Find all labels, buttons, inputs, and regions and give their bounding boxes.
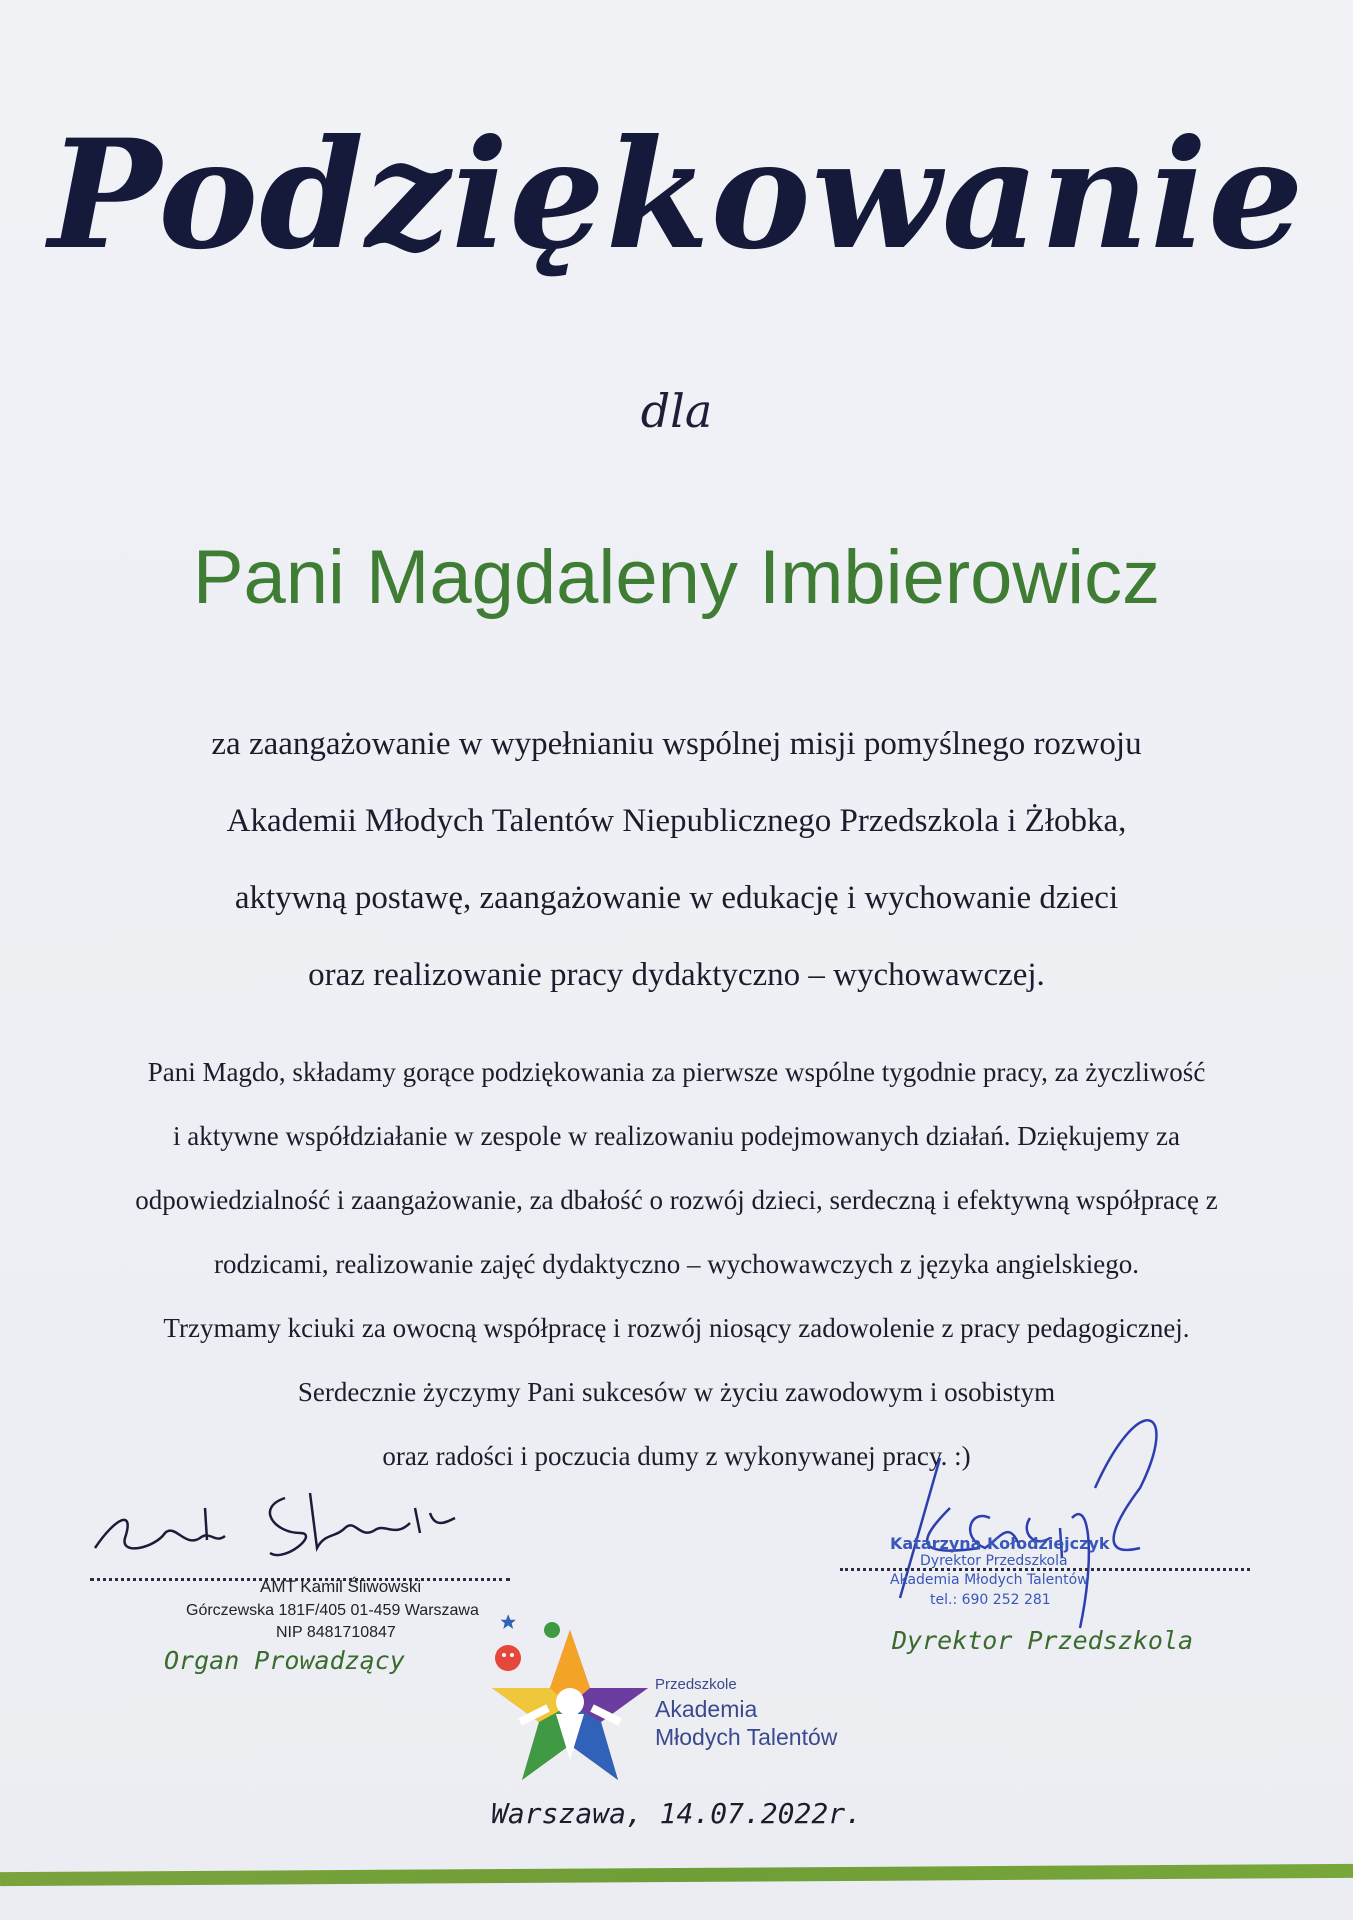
- right-stamp-org: Akademia Młodych Talentów: [890, 1572, 1089, 1588]
- message-line: odpowiedzialność i zaangażowanie, za dbałość o rozwój dzieci, serdeczną i efektywną współpracę z: [135, 1185, 1218, 1215]
- right-handwritten-signature: [840, 1398, 1270, 1638]
- left-stamp-nip: NIP 8481710847: [276, 1624, 396, 1641]
- left-signatory-role: Organ Prowadzący: [164, 1646, 405, 1675]
- left-stamp-address: Górczewska 181F/405 01-459 Warszawa: [186, 1602, 479, 1619]
- left-stamp-name: AMT Kamil Śliwowski: [260, 1577, 422, 1596]
- reason-line: aktywną postawę, zaangażowanie w edukację i wychowanie dzieci: [234, 880, 1119, 916]
- reason-line: Akademii Młodych Talentów Niepublicznego Przedszkola i Żłobka,: [226, 803, 1127, 839]
- logo-line-1: Przedszkole: [655, 1676, 737, 1693]
- right-signatory-role: Dyrektor Przedszkola: [892, 1626, 1194, 1655]
- message-line: Trzymamy kciuki za owocną współpracę i rozwój niosący zadowolenie z pracy pedagogicznej.: [163, 1313, 1190, 1343]
- right-signature-block: [840, 1398, 1270, 1678]
- right-stamp-title: Dyrektor Przedszkola: [920, 1553, 1068, 1569]
- reason-paragraph: [80, 718, 1273, 1026]
- message-line: rodzicami, realizowanie zajęć dydaktyczno – wychowawczych z języka angielskiego.: [213, 1249, 1140, 1279]
- right-stamp-name: Katarzyna Kołodziejczyk: [890, 1534, 1110, 1553]
- reason-line: oraz realizowanie pracy dydaktyczno – wychowawczej.: [308, 957, 1045, 993]
- message-line: Serdecznie życzymy Pani sukcesów w życiu zawodowym i osobistym: [297, 1377, 1056, 1407]
- message-line: oraz radości i poczucia dumy z wykonywanej pracy. :): [382, 1441, 971, 1471]
- preschool-logo: [490, 1610, 890, 1790]
- recipient-name: Pani Magdaleny Imbierowicz: [192, 535, 1161, 620]
- logo-line-3: Młodych Talentów: [655, 1724, 838, 1750]
- left-handwritten-signature: [85, 1478, 465, 1568]
- message-line: i aktywne współdziałanie w zespole w realizowaniu podejmowanych działań. Dziękujemy za: [173, 1121, 1180, 1151]
- left-signature-block: [80, 1478, 550, 1698]
- reason-line: za zaangażowanie w wypełnianiu wspólnej misji pomyślnego rozwoju: [211, 726, 1142, 762]
- place-and-date: Warszawa, 14.07.2022r.: [491, 1797, 862, 1830]
- for-word: dla: [640, 384, 713, 438]
- certificate-title: Podziękowanie: [48, 107, 1305, 283]
- message-line: Pani Magdo, składamy gorące podziękowania za pierwsze wspólne tygodnie pracy, za życzliwość: [147, 1057, 1206, 1087]
- star-logo-icon: [490, 1610, 650, 1790]
- footer-green-bar: [0, 1864, 1353, 1886]
- right-stamp-phone: tel.: 690 252 281: [930, 1592, 1051, 1608]
- logo-line-2: Akademia: [655, 1696, 758, 1722]
